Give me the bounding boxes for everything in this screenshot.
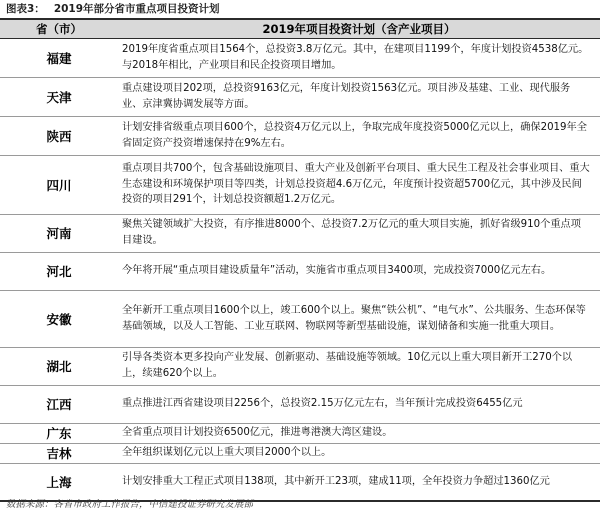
table-row	[0, 77, 600, 116]
table-row	[0, 423, 600, 443]
table-row	[0, 347, 600, 385]
plan-text: 重点建设项目202项，总投资9163亿元，年度计划投资1563亿元。项目涉及基建、工业、现代服务业、京津冀协调发展等方面。	[118, 77, 600, 116]
plan-text: 聚焦关键领域扩大投资，有序推进8000个、总投资7.2万亿元的重大项目实施，抓好省级910个重点项目建设。	[118, 214, 600, 252]
table-row	[0, 443, 600, 463]
province-name: 上海	[0, 463, 118, 501]
province-name: 陕西	[0, 116, 118, 155]
investment-plan-table	[0, 18, 600, 502]
table-header-row	[0, 19, 600, 38]
plan-text: 全省重点项目计划投资6500亿元，推进粤港澳大湾区建设。	[118, 423, 600, 443]
table-row	[0, 116, 600, 155]
plan-text: 2019年度省重点项目1564个，总投资3.8万亿元。其中，在建项目1199个，年度计划投资4538亿元。与2018年相比，产业项目和民企投资项目增加。	[118, 38, 600, 77]
province-name: 安徽	[0, 290, 118, 347]
table-row	[0, 290, 600, 347]
source-note: 数据来源：各省市政府工作报告，中信建投证券研究发展部	[6, 499, 254, 510]
plan-text: 重点项目共700个，包含基础设施项目、重大产业及创新平台项目、重大民生工程及社会事业项目、重大生态建设和环境保护项目等四类，计划总投资超4.6万亿元，年度预计投资超5700亿元，其中涉及民间投资的项目291个，计划总投资额超1.2万亿元。	[118, 155, 600, 214]
figure-label: 图表3：	[6, 3, 45, 15]
province-name: 四川	[0, 155, 118, 214]
province-name: 河北	[0, 252, 118, 290]
plan-text: 全年组织谋划亿元以上重大项目2000个以上。	[118, 443, 600, 463]
plan-text: 计划安排省级重点项目600个，总投资4万亿元以上，争取完成年度投资5000亿元以上，确保2019年全省固定资产投资增速保持在9%左右。	[118, 116, 600, 155]
header-province: 省（市）	[0, 19, 118, 38]
table-row	[0, 155, 600, 214]
plan-text: 重点推进江西省建设项目2256个，总投资2.15万亿元左右，当年预计完成投资6455亿元	[118, 385, 600, 423]
province-name: 广东	[0, 423, 118, 443]
plan-text: 今年将开展“重点项目建设质量年”活动，实施省市重点项目3400项，完成投资7000亿元左右。	[118, 252, 600, 290]
plan-text: 计划安排重大工程正式项目138项，其中新开工23项，建成11项，全年投资力争超过1360亿元	[118, 463, 600, 501]
province-name: 福建	[0, 38, 118, 77]
plan-text: 引导各类资本更多投向产业发展、创新驱动、基础设施等领域。10亿元以上重大项目新开工270个以上，续建620个以上。	[118, 347, 600, 385]
header-plan: 2019年项目投资计划（含产业项目）	[118, 19, 600, 38]
table-row	[0, 214, 600, 252]
province-name: 河南	[0, 214, 118, 252]
figure-title-text: 2019年部分省市重点项目投资计划	[53, 3, 220, 15]
table-row	[0, 38, 600, 77]
table-row	[0, 385, 600, 423]
province-name: 天津	[0, 77, 118, 116]
province-name: 吉林	[0, 443, 118, 463]
figure-title	[6, 1, 220, 17]
table-row	[0, 252, 600, 290]
investment-plan-table-wrapper	[0, 18, 600, 502]
plan-text: 全年新开工重点项目1600个以上，竣工600个以上。聚焦“铁公机”、“电气水”、公共服务、生态环保等基础领域，以及人工智能、工业互联网、物联网等新型基础设施，谋划储备和实施一批重大项目。	[118, 290, 600, 347]
province-name: 江西	[0, 385, 118, 423]
province-name: 湖北	[0, 347, 118, 385]
